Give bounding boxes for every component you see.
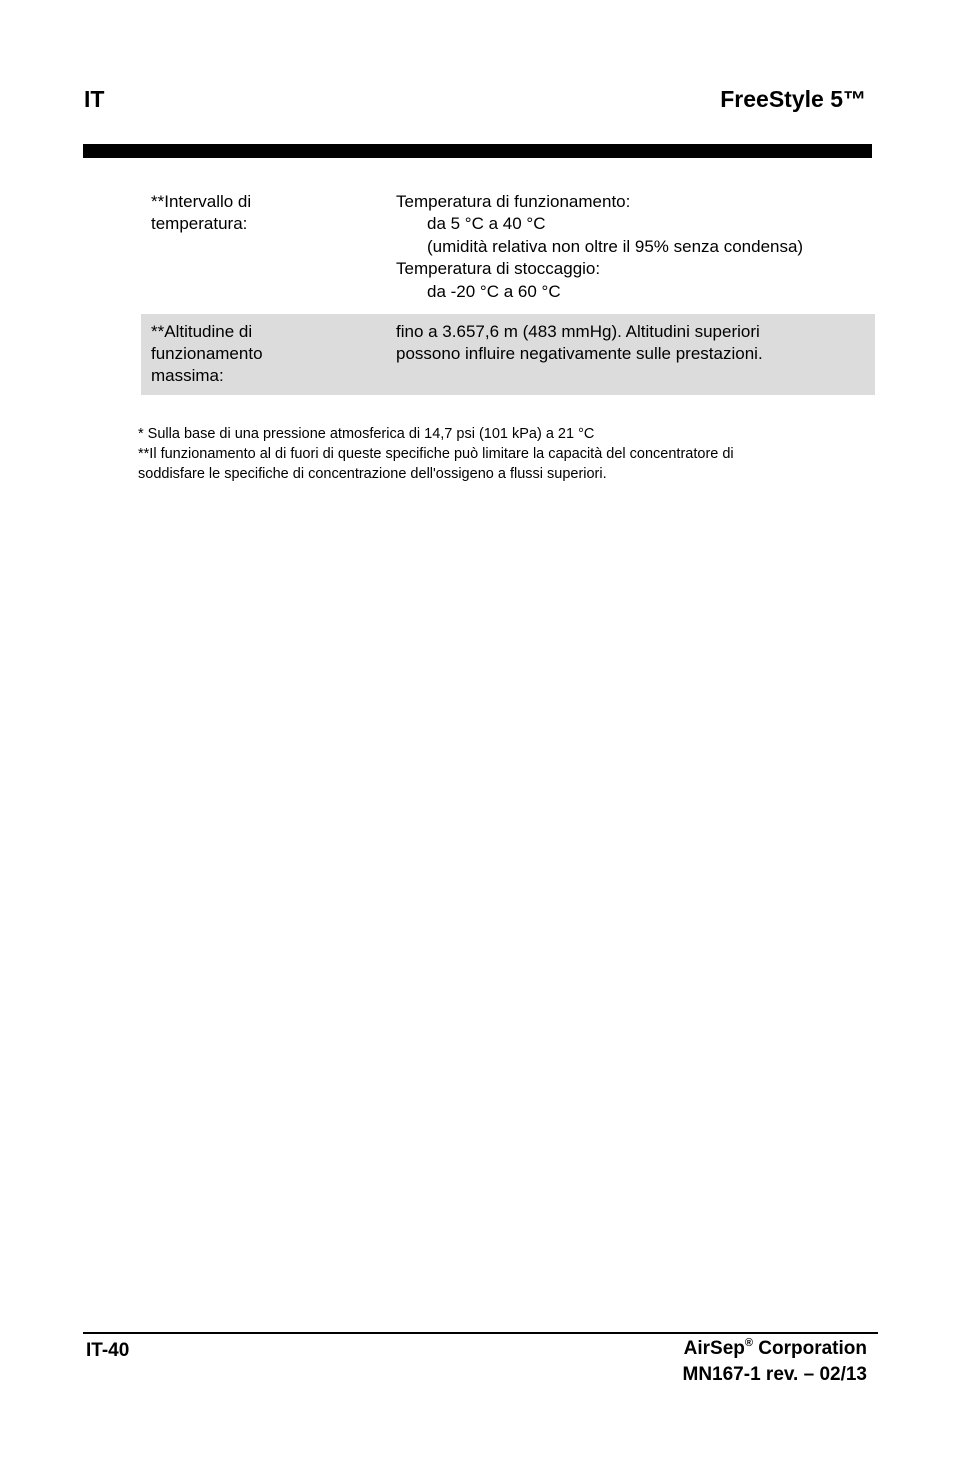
- footnote-single-asterisk: * Sulla base di una pressione atmosferica di 14,7 psi (101 kPa) a 21 °C: [138, 426, 595, 442]
- spec-value-line: possono influire negativamente sulle prestazioni.: [396, 344, 763, 364]
- spec-label-temperature: [141, 191, 396, 303]
- spec-row-temperature: [141, 184, 875, 310]
- spec-value-temperature: [396, 191, 875, 303]
- footer-company-suffix: Corporation: [753, 1338, 867, 1359]
- footer-page-number: IT-40: [86, 1340, 130, 1361]
- header-product-title: FreeStyle 5™: [720, 86, 866, 112]
- footer-doc-revision: MN167-1 rev. – 02/13: [682, 1364, 867, 1385]
- spec-value-line: da 5 °C a 40 °C: [427, 214, 546, 234]
- footnotes: [138, 424, 858, 484]
- footnote-double-asterisk: **Il funzionamento al di fuori di queste specifiche può limitare la capacità del concentratore di: [138, 446, 734, 462]
- spec-label-line: funzionamento: [151, 344, 263, 364]
- spec-table: [141, 184, 875, 395]
- spec-value-line: Temperatura di funzionamento:: [396, 192, 631, 211]
- footer-company: [683, 1336, 868, 1362]
- header-divider-bar: [83, 144, 872, 158]
- spec-label-altitude: [141, 321, 396, 387]
- footer-rule: [83, 1332, 878, 1334]
- spec-value-altitude: [396, 321, 875, 387]
- footnote-double-asterisk-cont: soddisfare le specifiche di concentrazione dell'ossigeno a flussi superiori.: [138, 466, 607, 482]
- spec-row-altitude: [141, 314, 875, 395]
- header-language: IT: [84, 86, 105, 112]
- spec-label-line: **Intervallo di: [151, 192, 252, 211]
- spec-label-line: **Altitudine di: [151, 322, 253, 342]
- spec-value-line: Temperatura di stoccaggio:: [396, 259, 601, 279]
- spec-label-line: massima:: [151, 366, 224, 386]
- footer-company-block: [683, 1336, 868, 1388]
- spec-value-line: fino a 3.657,6 m (483 mmHg). Altitudini superiori: [396, 322, 760, 342]
- registered-mark: ®: [744, 1337, 753, 1349]
- spec-value-line: da -20 °C a 60 °C: [427, 281, 561, 301]
- footer-company-name: AirSep: [683, 1338, 745, 1359]
- spec-value-line: (umidità relativa non oltre il 95% senza condensa): [427, 236, 804, 256]
- spec-label-line: temperatura:: [151, 214, 248, 233]
